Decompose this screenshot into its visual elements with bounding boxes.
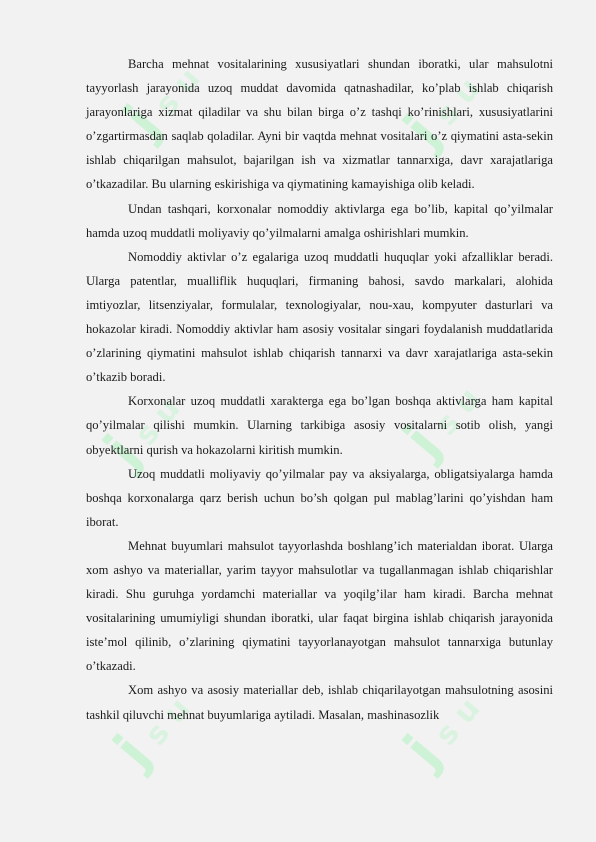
svg-text:s u: s u <box>428 381 488 443</box>
paragraph: Xom ashyo va asosiy materiallar deb, ishlab chiqarilayotgan mahsulotning asosini tashkil qiluvchi mehnat buyumlariga aytiladi. Masalan, mashinasozlik <box>86 683 553 722</box>
svg-text:s u: s u <box>428 691 488 753</box>
svg-text:s u: s u <box>138 691 198 753</box>
svg-text:s u: s u <box>428 71 488 133</box>
svg-text:j: j <box>391 103 452 159</box>
svg-text:j: j <box>391 723 452 779</box>
paragraph: Undan tashqari, korxonalar nomoddiy aktivlarga ega bo’lib, kapital qo’yilmalar hamda uzoq muddatli moliyaviy qo’yilmalarni amalga oshirishlari mumkin. <box>86 201 553 240</box>
document-body <box>86 52 553 727</box>
svg-text:s u: s u <box>148 61 208 123</box>
paragraph: Mehnat buyumlari mahsulot tayyorlashda boshlang’ich materialdan iborat. Ularga xom ashyo va materiallar, yarim tayyor mahsulotlar va tugallanmagan ishlab chiqarishlar kiradi. Shu guruhga yordamchi materiallar va yoqilg’ilar ham kiradi. Barcha mehnat vositalarining umumiyligi shundan iboratki, ular faqat birgina ishlab chiqarish jarayonida iste’mol qilinib, o’zlarining qiymatini tayyorlanayotgan mahsulot tannarxiga butunlay o’tkazadi. <box>86 538 553 674</box>
svg-text:j: j <box>391 413 452 469</box>
svg-text:j: j <box>111 93 172 149</box>
svg-text:j: j <box>101 723 162 779</box>
paragraph: Nomoddiy aktivlar o’z egalariga uzoq muddatli huquqlar yoki afzalliklar beradi. Ularga patentlar, mualliflik huquqlari, firmaning bahosi, savdo markalari, alohida imtiyozlar, litsenziyalar, formulalar, texnologiyalar, nou-xau, kompyuter dasturlari va hokazolar kiradi. Nomoddiy aktivlar ham asosiy vositalar singari foydalanish muddatlarida o’zlarining qiymatini mahsulot ishlab chiqarish tannarxi va davr xarajatlariga asta-sekin o’tkazib boradi. <box>86 249 553 385</box>
paragraph: Korxonalar uzoq muddatli xarakterga ega bo’lgan boshqa aktivlarga ham kapital qo’yilmalar qilishi mumkin. Ularning tarkibiga asosiy vositalarni sotib olish, yangi obyektlarni qurish va hokazolarni kiritish mumkin. <box>86 394 553 457</box>
svg-text:j: j <box>91 423 152 479</box>
paragraph: Barcha mehnat vositalarining xususiyatlari shundan iboratki, ular mahsulotni tayyorlash jarayonida uzoq muddat davomida qatnashadilar, ko’plab ishlab chiqarish jarayonlariga xizmat qiladilar va shu bilan birga o’z tashqi ko’rinishlari, xususiyatlarini o’zgartirmasdan saqlab qoladilar. Ayni bir vaqtda mehnat vositalari o’z qiymatini asta-sekin ishlab chiqarilgan mahsulot, bajarilgan ish va xizmatlar tannarxiga, davr xarajatlariga o’tkazadilar. Bu ularning eskirishiga va qiymatining kamayishiga olib keladi. <box>86 57 553 192</box>
paragraph: Uzoq muddatli moliyaviy qo’yilmalar pay va aksiyalarga, obligatsiyalarga hamda boshqa korxonalarga qarz berish uchun bo’sh qolgan pul mablag’larini qo’yishdan ham iborat. <box>86 466 553 529</box>
svg-text:s u: s u <box>128 391 188 453</box>
